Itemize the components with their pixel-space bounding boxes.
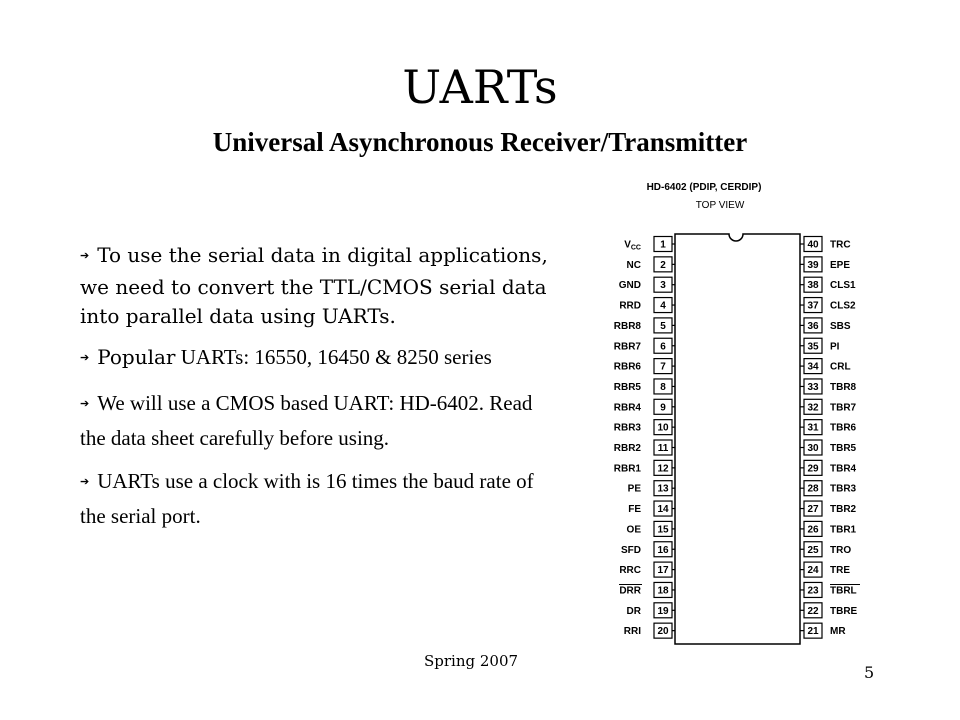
- pin-label: CRL: [830, 361, 851, 373]
- chip-body: [675, 234, 800, 644]
- pin-label: TRE: [830, 565, 850, 577]
- pin-number: 17: [657, 565, 669, 577]
- pin-number: 35: [807, 341, 819, 353]
- pin-label: RRC: [619, 565, 641, 577]
- pin-label: DR: [626, 605, 641, 617]
- pin-number: 25: [807, 544, 819, 556]
- pin-right: [800, 420, 857, 435]
- pin-label: RBR1: [613, 463, 641, 475]
- pin-label: RBR2: [613, 443, 641, 454]
- pin-left: [619, 562, 675, 577]
- left-pins: [614, 237, 675, 639]
- pin-label: RBR7: [613, 341, 641, 353]
- pin-number: 33: [807, 381, 819, 393]
- pin-number: 32: [807, 402, 819, 414]
- pin-label: CLS1: [830, 280, 856, 292]
- pin-number: 6: [660, 341, 666, 353]
- pin-left: [614, 379, 675, 394]
- pin-number: 4: [660, 300, 666, 312]
- pin-number: 21: [807, 626, 819, 638]
- bullet-text: UARTs: 16550, 16450 & 8250 series: [175, 345, 492, 369]
- pin-number: 24: [807, 565, 819, 577]
- pin-right: [800, 542, 851, 557]
- arrow-bullet-icon: ➔: [80, 352, 90, 364]
- pin-right: [800, 501, 857, 516]
- pin-number: 37: [807, 300, 819, 312]
- pin-number: 8: [660, 381, 666, 393]
- pin-label: SFD: [621, 544, 641, 556]
- bullet-item: [80, 343, 560, 376]
- pin-number: 15: [657, 524, 669, 536]
- pin-label: TBR1: [830, 524, 857, 536]
- arrow-bullet-icon: ➔: [80, 398, 90, 410]
- pin-number: 30: [807, 443, 819, 454]
- pin-number: 5: [660, 320, 666, 332]
- pin-label: DRR: [619, 585, 641, 597]
- pin-left: [614, 460, 675, 475]
- pin-number: 12: [657, 463, 669, 475]
- pin-left: [627, 521, 675, 536]
- slide-title: UARTs: [402, 60, 558, 114]
- slide-subtitle: Universal Asynchronous Receiver/Transmitter: [212, 127, 748, 157]
- pin-left: [628, 481, 675, 496]
- pin-left: [614, 338, 675, 353]
- pin-left: [627, 603, 675, 618]
- pin-right: [800, 521, 857, 536]
- chip-subtitle: TOP VIEW: [695, 200, 745, 211]
- pin-right: [800, 338, 840, 353]
- pin-number: 3: [660, 280, 666, 292]
- pin-label: RBR5: [613, 381, 641, 393]
- footer-date: Spring 2007: [424, 652, 519, 670]
- pin-label: FE: [628, 504, 641, 516]
- pin-left: [624, 623, 675, 638]
- pin-number: 9: [660, 402, 666, 414]
- pin-label: TBR8: [830, 381, 857, 393]
- arrow-bullet-icon: ➔: [80, 249, 90, 262]
- pin-right: [800, 481, 857, 496]
- bullet-text: Popular: [97, 345, 176, 369]
- pin-number: 2: [660, 259, 666, 271]
- pin-label: RBR8: [613, 320, 641, 332]
- bullet-item: [80, 466, 560, 532]
- pin-number: 39: [807, 259, 819, 271]
- pin-label: CLS2: [830, 300, 856, 312]
- pin-left: [619, 582, 675, 597]
- pin-right: [800, 298, 856, 313]
- pin-label: TBRL: [830, 585, 857, 597]
- pin-label: NC: [626, 259, 641, 271]
- arrow-bullet-icon: ➔: [80, 476, 90, 488]
- pin-right: [800, 603, 858, 618]
- chip-title: HD-6402 (PDIP, CERDIP): [646, 182, 762, 193]
- pin-number: 19: [657, 605, 669, 617]
- pin-label: RRI: [623, 626, 641, 638]
- pin-number: 11: [657, 443, 669, 454]
- pin-right: [800, 318, 851, 333]
- pin-label: TBR7: [830, 402, 857, 414]
- bullet-item: [80, 241, 560, 331]
- pin-number: 26: [807, 524, 819, 536]
- pin-number: 38: [807, 280, 819, 292]
- pin-right: [800, 562, 850, 577]
- pin-number: 7: [660, 361, 666, 373]
- pin-label: TBR2: [830, 504, 857, 516]
- pin-left: [627, 257, 675, 272]
- pin-number: 40: [807, 239, 819, 251]
- right-pins: [800, 237, 860, 639]
- pin-label: $V_{CC}$: [624, 239, 641, 252]
- pin-left: [619, 277, 675, 292]
- pin-number: 22: [807, 605, 819, 617]
- pin-label: RBR6: [613, 361, 641, 373]
- pin-label: RRD: [619, 300, 641, 312]
- pin-number: 20: [657, 626, 669, 638]
- pin-right: [800, 379, 857, 394]
- pin-right: [800, 440, 857, 455]
- pin-label: GND: [618, 280, 641, 292]
- pin-number: 27: [807, 504, 819, 516]
- bullet-text: To use the serial data in digital applications, we need to convert the TTL/CMOS serial data into parallel data using UARTs.: [80, 243, 548, 328]
- pin-left: [628, 501, 675, 516]
- pin-number: 13: [657, 483, 669, 495]
- pin-left: [614, 318, 675, 333]
- pin-right: [800, 277, 856, 292]
- pin-label: RBR4: [613, 402, 641, 414]
- pin-number: 36: [807, 320, 819, 332]
- pin-left: [614, 420, 675, 435]
- pin-left: [624, 237, 675, 252]
- pin-label: TBR5: [830, 443, 857, 454]
- pin-left: [621, 542, 675, 557]
- pin-label: RBR3: [613, 422, 641, 434]
- pin-left: [614, 399, 675, 414]
- pin-right: [800, 399, 857, 414]
- pin-right: [800, 257, 850, 272]
- pin-label: TBR4: [830, 463, 857, 475]
- bullet-text: UARTs use a clock with is 16 times the baud rate of the serial port.: [80, 469, 534, 528]
- pin-label: TBR6: [830, 422, 857, 434]
- pin-right: [800, 359, 851, 374]
- pin-number: 28: [807, 483, 819, 495]
- pin-label: TBR3: [830, 483, 857, 495]
- pin-right: [800, 237, 851, 252]
- pin-label: PI: [830, 341, 840, 353]
- pin-left: [614, 440, 675, 455]
- pin-number: 31: [807, 422, 819, 434]
- bullet-list: [80, 241, 560, 544]
- pin-number: 10: [657, 422, 669, 434]
- pin-label: TRO: [830, 544, 852, 556]
- pin-label: OE: [626, 524, 641, 536]
- page-number: 5: [864, 663, 875, 682]
- pin-label: PE: [627, 483, 641, 495]
- pin-right: [800, 623, 846, 638]
- pin-label: SBS: [830, 320, 851, 332]
- pin-number: 16: [657, 544, 669, 556]
- pin-number: 14: [657, 504, 669, 516]
- pin-number: 23: [807, 585, 819, 597]
- hd6402-pinout-diagram: [592, 180, 892, 650]
- pin-left: [619, 298, 675, 313]
- bullet-item: [80, 388, 560, 454]
- pin-number: 29: [807, 463, 819, 475]
- pin-label: EPE: [830, 259, 851, 271]
- pin-left: [614, 359, 675, 374]
- pin-label: TBRE: [830, 605, 858, 617]
- bullet-text: We will use a CMOS based UART: HD-6402. Read the data sheet carefully before using.: [80, 391, 533, 450]
- pin-right: [800, 582, 860, 597]
- pin-label: TRC: [830, 239, 851, 251]
- pin-right: [800, 460, 857, 475]
- pin-number: 34: [807, 361, 819, 373]
- pin-label: MR: [830, 626, 846, 638]
- pin-number: 18: [657, 585, 669, 597]
- pin-number: 1: [660, 239, 666, 251]
